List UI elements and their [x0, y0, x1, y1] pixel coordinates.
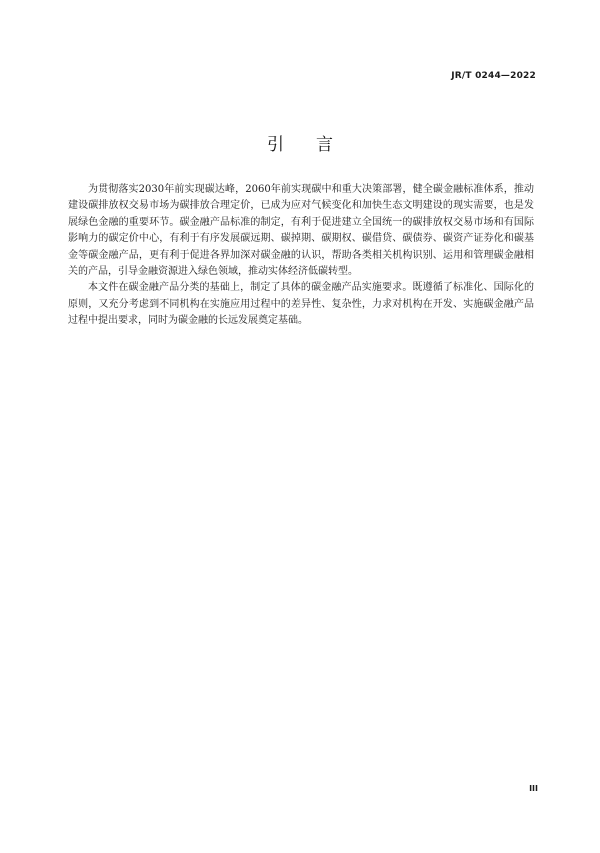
- page-number: III: [529, 784, 538, 793]
- standard-code: JR/T 0244—2022: [451, 71, 536, 81]
- paragraph-2: 本文件在碳金融产品分类的基础上，制定了具体的碳金融产品实施要求。既遵循了标准化、国际化的原则，又充分考虑到不同机构在实施应用过程中的差异性、复杂性，力求对机构在开发、实施碳金融产品过程中提出要求，同时为碳金融的长远发展奠定基础。: [68, 282, 534, 327]
- page-title: 引言: [267, 135, 365, 155]
- body-text: [68, 182, 534, 330]
- paragraph-1: 为贯彻落实2030年前实现碳达峰，2060年前实现碳中和重大决策部署，健全碳金融标准体系，推动建设碳排放权交易市场为碳排放合理定价，已成为应对气候变化和加快生态文明建设的现实需要，也是发展绿色金融的重要环节。碳金融产品标准的制定，有利于促进建立全国统一的碳排放权交易市场和有国际影响力的碳定价中心，有利于有序发展碳远期、碳掉期、碳期权、碳借贷、碳债券、碳资产证券化和碳基金等碳金融产品，更有利于促进各界加深对碳金融的认识，帮助各类相关机构识别、运用和管理碳金融相关的产品，引导金融资源进入绿色领域，推动实体经济低碳转型。: [68, 184, 534, 278]
